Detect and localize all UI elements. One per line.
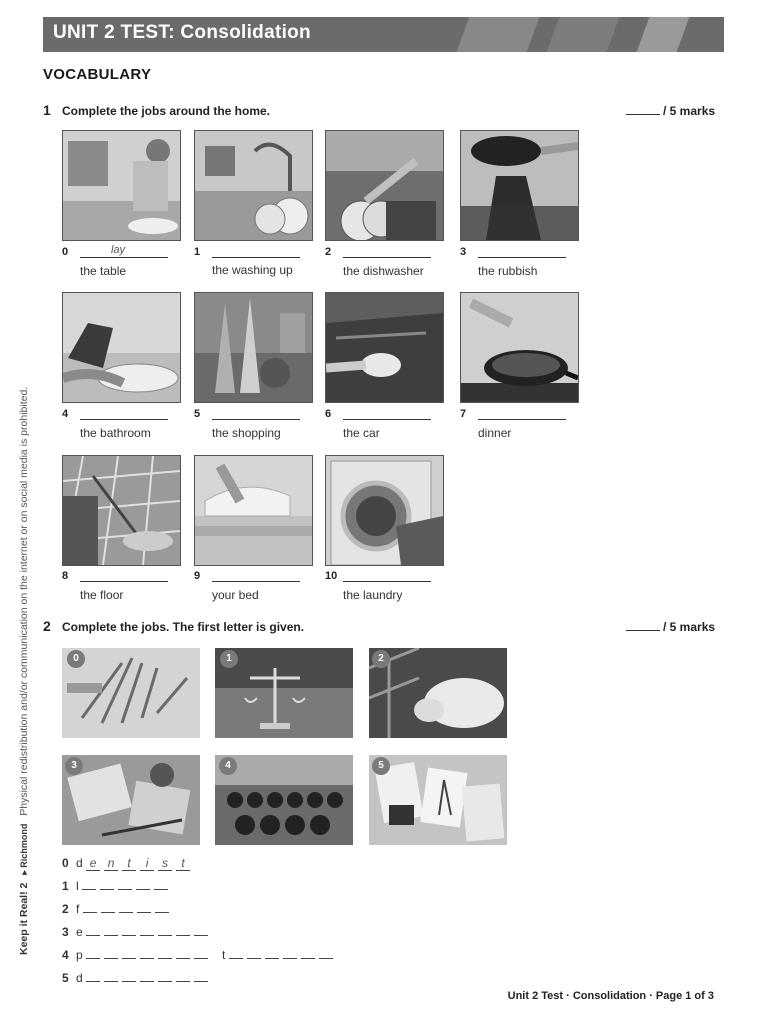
photo-laundry: [325, 455, 444, 566]
answer-line[interactable]: [478, 407, 566, 420]
letter-blank[interactable]: [283, 948, 297, 959]
word-number: 2: [62, 902, 69, 916]
item-number: 7: [460, 408, 467, 420]
photo-shopping: [194, 292, 313, 403]
letter-blank[interactable]: [86, 925, 100, 936]
word-number: 0: [62, 856, 69, 870]
letter-blank[interactable]: [319, 948, 333, 959]
photo-bed: [194, 455, 313, 566]
answer-letter: e: [86, 856, 100, 871]
letter-blank[interactable]: [176, 971, 190, 982]
letter-blank[interactable]: [82, 879, 96, 890]
letter-blank[interactable]: [158, 925, 172, 936]
page-footer: Unit 2 Test · Consolidation · Page 1 of 3: [507, 990, 714, 1002]
item-number: 0: [62, 246, 69, 258]
answer-letter: i: [140, 856, 154, 871]
word-line-0: [62, 856, 194, 871]
item-phrase: your bed: [212, 588, 259, 602]
photo-washing-up: [194, 130, 313, 241]
letter-blank[interactable]: [154, 879, 168, 890]
letter-blank[interactable]: [104, 971, 118, 982]
publisher-name: Richmond: [19, 823, 29, 868]
answer-line[interactable]: [343, 245, 431, 258]
item-phrase: the table: [80, 264, 127, 278]
letter-blank[interactable]: [118, 879, 132, 890]
book-name: Keep it Real! 2: [18, 882, 30, 955]
letter-blank[interactable]: [155, 902, 169, 913]
word-line-3: [62, 925, 212, 939]
word-line-2: [62, 902, 173, 916]
first-letter: p: [76, 948, 83, 962]
photo-bathroom: [62, 292, 181, 403]
first-letter: d: [76, 971, 83, 985]
letter-blank[interactable]: [119, 902, 133, 913]
title-banner: [43, 17, 724, 52]
item-number: 6: [325, 408, 332, 420]
item-phrase: the car: [343, 426, 380, 440]
exercise-1-marks: [626, 104, 715, 118]
photo-badge: 1: [220, 650, 238, 668]
letter-blank[interactable]: [122, 971, 136, 982]
item-number: 10: [325, 570, 338, 582]
item-phrase: the laundry: [343, 588, 403, 602]
letter-blank[interactable]: [158, 948, 172, 959]
exercise-1-instruction: Complete the jobs around the home.: [62, 104, 271, 118]
item-phrase: the rubbish: [478, 264, 538, 278]
word-number: 4: [62, 948, 69, 962]
photo-dinner: [460, 292, 579, 403]
exercise-1-number: 1: [43, 102, 51, 118]
answer-line[interactable]: [212, 569, 300, 582]
item-number: 9: [194, 570, 201, 582]
letter-blank[interactable]: [104, 948, 118, 959]
letter-blank[interactable]: [140, 948, 154, 959]
first-letter: e: [76, 925, 83, 939]
word-line-4: [62, 948, 337, 962]
item-number: 4: [62, 408, 69, 420]
word-line-1: [62, 879, 172, 893]
word-number: 3: [62, 925, 69, 939]
item-phrase: the shopping: [212, 426, 281, 440]
section-title: VOCABULARY: [43, 66, 152, 83]
letter-blank[interactable]: [122, 925, 136, 936]
photo-floor: [62, 455, 181, 566]
photo-farmer-pig: [369, 648, 507, 738]
publisher-logo: ▸ Richmond: [19, 823, 29, 875]
answer-letter: s: [158, 856, 172, 871]
item-phrase: the bathroom: [80, 426, 151, 440]
letter-blank[interactable]: [86, 948, 100, 959]
letter-blank[interactable]: [86, 971, 100, 982]
letter-blank[interactable]: [122, 948, 136, 959]
letter-blank[interactable]: [247, 948, 261, 959]
letter-blank[interactable]: [176, 925, 190, 936]
item-number: 2: [325, 246, 332, 258]
copyright-notice: Physical redistribution and/or communication on the internet or on social media is prohibited.: [18, 386, 30, 816]
marks-label: / 5 marks: [663, 620, 716, 634]
exercise-2-marks: [626, 620, 715, 634]
letter-blank[interactable]: [301, 948, 315, 959]
photo-engineer-plans: [62, 755, 200, 845]
letter-blank[interactable]: [158, 971, 172, 982]
letter-blank[interactable]: [136, 879, 150, 890]
letter-blank[interactable]: [265, 948, 279, 959]
letter-blank[interactable]: [194, 925, 208, 936]
item-number: 8: [62, 570, 69, 582]
answer-line[interactable]: [212, 245, 300, 258]
photo-badge: 2: [372, 650, 390, 668]
photo-dishwasher: [325, 130, 444, 241]
marks-blank[interactable]: [626, 114, 660, 115]
letter-blank[interactable]: [101, 902, 115, 913]
word-line-5: [62, 971, 212, 985]
photo-car: [325, 292, 444, 403]
item-phrase: the floor: [80, 588, 124, 602]
letter-blank[interactable]: [194, 971, 208, 982]
letter-blank[interactable]: [140, 971, 154, 982]
item-number: 3: [460, 246, 467, 258]
item-number: 5: [194, 408, 201, 420]
letter-blank[interactable]: [194, 948, 208, 959]
item-number: 1: [194, 246, 201, 258]
letter-blank[interactable]: [83, 902, 97, 913]
photo-badge: 4: [219, 757, 237, 775]
answer-letter: n: [104, 856, 118, 871]
item-phrase: the dishwasher: [343, 264, 424, 278]
copyright-sidebar: [18, 387, 30, 955]
letter-blank[interactable]: [100, 879, 114, 890]
example-answer: lay: [110, 244, 126, 256]
answer-line[interactable]: [80, 407, 168, 420]
photo-lay-table: [62, 130, 181, 241]
letter-blank[interactable]: [229, 948, 243, 959]
first-letter: l: [76, 879, 79, 893]
item-phrase: dinner: [478, 426, 512, 440]
exercise-2-number: 2: [43, 618, 51, 634]
letter-blank[interactable]: [104, 925, 118, 936]
answer-line[interactable]: [212, 407, 300, 420]
photo-designer-sketches: [369, 755, 507, 845]
letter-blank[interactable]: [137, 902, 151, 913]
answer-line[interactable]: [343, 569, 431, 582]
word-number: 1: [62, 879, 69, 893]
letter-blank[interactable]: [140, 925, 154, 936]
item-phrase: the washing up: [212, 263, 293, 277]
exercise-2-instruction: Complete the jobs. The first letter is given.: [62, 620, 305, 634]
answer-line[interactable]: [343, 407, 431, 420]
answer-letter: t: [176, 856, 190, 871]
marks-label: / 5 marks: [663, 104, 716, 118]
first-letter: f: [76, 902, 80, 916]
first-letter-second-word: t: [222, 948, 226, 962]
answer-line[interactable]: [478, 245, 566, 258]
answer-line[interactable]: [80, 569, 168, 582]
letter-blank[interactable]: [176, 948, 190, 959]
photo-badge: 0: [67, 650, 85, 668]
first-letter: d: [76, 856, 83, 870]
page-title: UNIT 2 TEST: Consolidation: [53, 22, 311, 43]
marks-blank[interactable]: [626, 630, 660, 631]
photo-badge: 3: [65, 757, 83, 775]
word-number: 5: [62, 971, 69, 985]
answer-letter: t: [122, 856, 136, 871]
photo-rubbish: [460, 130, 579, 241]
photo-badge: 5: [372, 757, 390, 775]
